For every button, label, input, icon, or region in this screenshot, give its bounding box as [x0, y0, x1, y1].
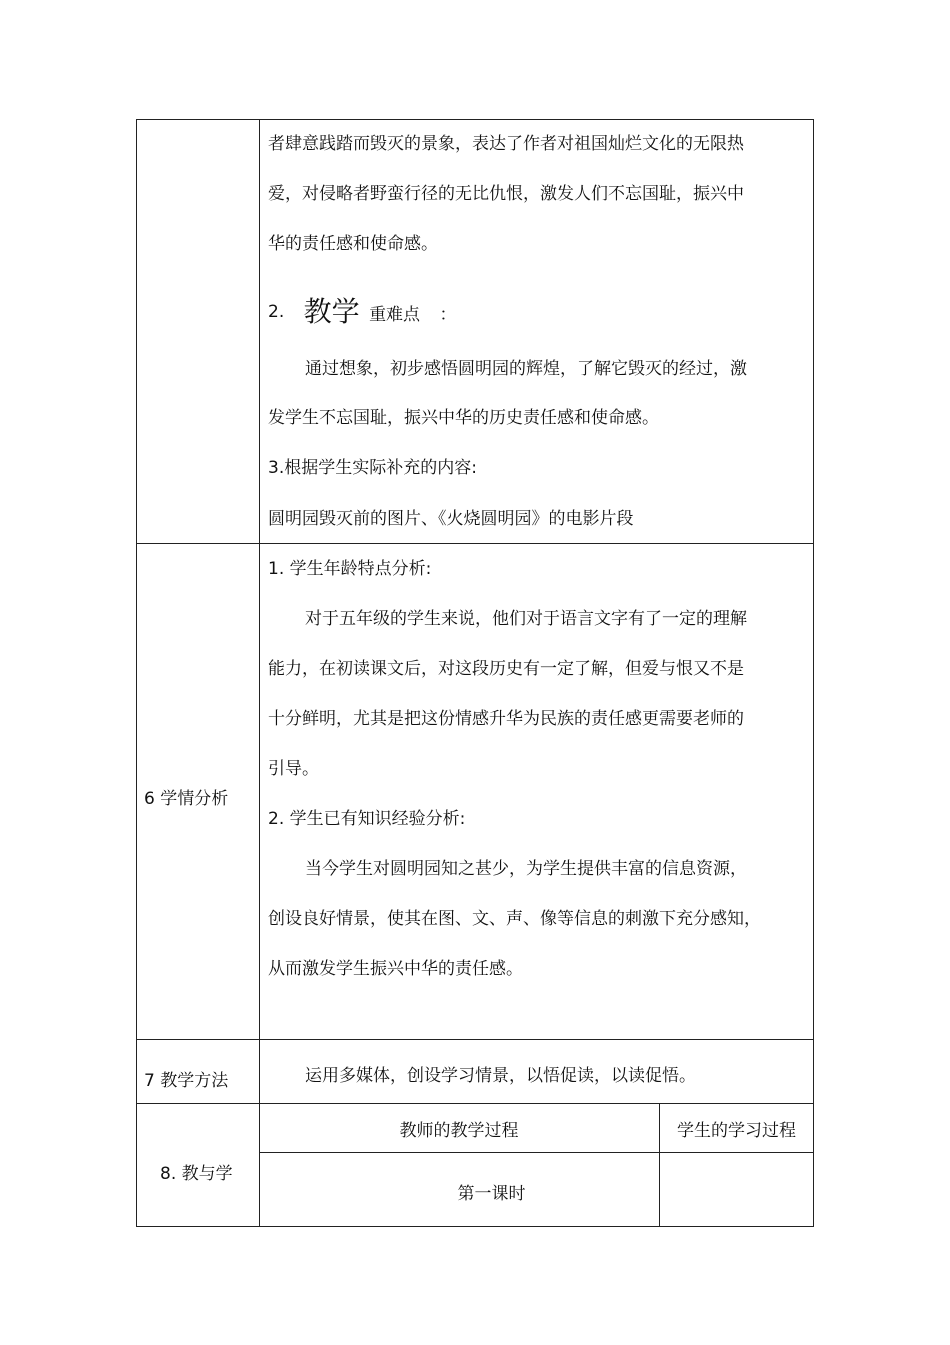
- key-points-colon: ：: [439, 304, 457, 325]
- analysis-para-line: 十分鲜明，尤其是把这份情感升华为民族的责任感更需要老师的: [268, 709, 744, 729]
- key-points-line: 通过想象，初步感悟圆明园的辉煌，了解它毁灭的经过，激: [305, 359, 747, 379]
- supplement-text: 圆明园毁灭前的图片、《火烧圆明园》的电影片段: [268, 509, 634, 529]
- analysis-para-line: 从而激发学生振兴中华的责任感。: [268, 959, 523, 979]
- method-text: 运用多媒体，创设学习情景，以悟促读，以读促悟。: [305, 1066, 696, 1086]
- objective-line: 爱，对侵略者野蛮行径的无比仇恨，激发人们不忘国耻，振兴中: [268, 184, 744, 204]
- analysis-para-line: 引导。: [268, 759, 319, 779]
- key-points-small-word: 重难点: [369, 304, 421, 325]
- supplement-heading: 3.根据学生实际补充的内容:: [268, 458, 477, 478]
- key-points-heading: [268, 296, 456, 328]
- row-divider: [136, 1103, 814, 1104]
- analysis-para-line: 创设良好情景，使其在图、文、声、像等信息的刺激下充分感知，: [268, 909, 761, 929]
- key-points-number: 2.: [268, 302, 285, 322]
- analysis-heading-2: 2. 学生已有知识经验分析:: [268, 809, 466, 829]
- first-lesson-label: 第一课时: [457, 1184, 526, 1204]
- analysis-para-line: 对于五年级的学生来说，他们对于语言文字有了一定的理解: [305, 609, 747, 629]
- column-divider: [259, 119, 260, 1227]
- student-process-header: 学生的学习过程: [677, 1121, 796, 1141]
- teacher-process-header: 教师的教学过程: [399, 1121, 519, 1141]
- analysis-para-line: 当今学生对圆明园知之甚少，为学生提供丰富的信息资源，: [305, 859, 747, 879]
- objective-line: 者肆意践踏而毁灭的景象，表达了作者对祖国灿烂文化的无限热: [268, 134, 744, 154]
- row-label-analysis: 6 学情分析: [144, 789, 229, 809]
- row-divider: [136, 1039, 814, 1040]
- analysis-para-line: 能力，在初读课文后，对这段历史有一定了解，但爱与恨又不是: [268, 659, 744, 679]
- row-label-method: 7 教学方法: [144, 1071, 229, 1091]
- row-divider: [136, 543, 814, 544]
- objective-line: 华的责任感和使命感。: [268, 234, 438, 254]
- analysis-heading-1: 1. 学生年龄特点分析:: [268, 559, 432, 579]
- row-divider: [259, 1152, 814, 1153]
- key-points-line: 发学生不忘国耻，振兴中华的历史责任感和使命感。: [268, 408, 659, 428]
- row-label-process: 8. 教与学: [160, 1164, 233, 1184]
- key-points-big-word: 教学: [303, 295, 360, 328]
